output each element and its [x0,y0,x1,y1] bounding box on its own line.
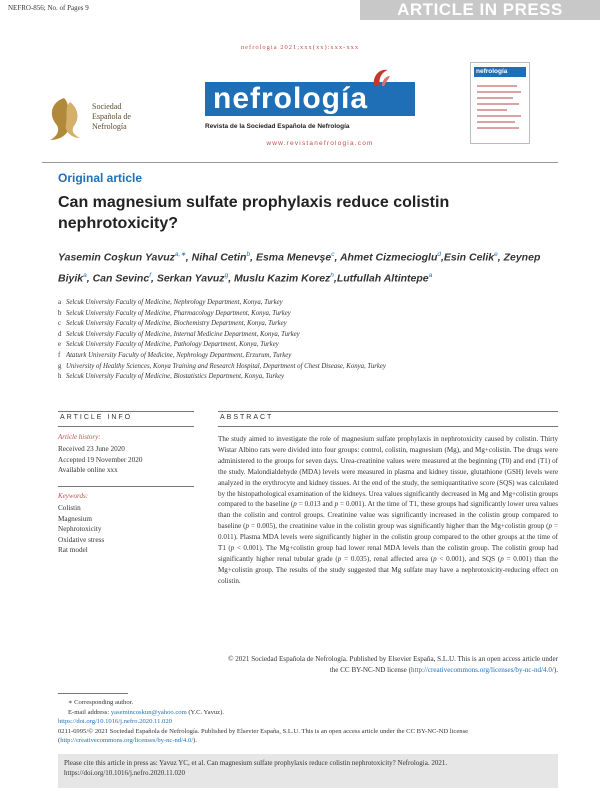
society-name: Sociedad Española de Nefrología [92,102,131,131]
author-affiliation-marker[interactable]: a [83,271,87,279]
affiliation-item: d Selcuk University Faculty of Medicine, Internal Medicine Department, Konya, Turkey [58,330,300,338]
abstract-text: The study aimed to investigate the role of magnesium sulfate prophylaxis in nephrotoxicity caused by colistin. Thirty Wistar Albino rats were divided into four groups: control, colistin, magnesium (Mg), and Mg+colistin. The drugs were administered to the groups for seven days. Urea-creatinine values were measured at the beginning (T0) and end (T1) of the study. Malondialdehyde (MDA) levels were measured in plasma and kidney tissue, glutathione (GSH) levels were analyzed in the erythrocyte and kidney tissues. At the end of the study, the semiquantitative score (SQS) was calculated by the histopathological examination of the kidneys. Urea values significantly decreased in Mg and Mg+colistin groups compared to the baseline (p = 0.013 and p = 0.001). At the time of T1, these groups had significantly lower urea values than the colistin and control groups. Creatinine value was significantly increased in the colistin group compared to baseline (p = 0.005), the creatinine value in the colistin group was significantly higher than the Mg+colistin group (p = 0.011). Plasma MDA levels were significantly higher in the colistin group compared to the other groups at the time of T1 (p < 0.001). The Mg+colistin group had lower renal MDA levels than the colistin group. The colistin group had significantly higher renal tubular grade (p = 0.035), renal affected area (p < 0.001), and SQS (p = 0.001) than the Mg+colistin group. The results of the study suggested that Mg sulfate may have a nephrotoxicity-reducing effect on colistin. [218,435,558,585]
cover-text-line [477,115,521,117]
author-name: Esin Celik [443,251,495,264]
email-note: E-mail address: yasemincoskun@yahoo.com (Y.C. Yavuz). [68,708,224,716]
keyword-item: Oxidative stress [58,535,105,544]
article-title: Can magnesium sulfate prophylaxis reduce colistin nephrotoxicity? [58,194,450,232]
cover-text-line [477,109,507,111]
abstract-rule [218,411,558,412]
affiliation-item: h Selcuk University Faculty of Medicine, Biostatistics Department, Konya, Turkey [58,373,285,381]
society-emblem-icon [42,94,86,144]
article-in-press-banner: ARTICLE IN PRESS [360,0,600,20]
history-item: Available online xxx [58,466,118,474]
cover-text-line [477,103,519,105]
affiliation-item: c Selcuk University Faculty of Medicine, Biochemistry Department, Konya, Turkey [58,320,287,328]
affiliation-item: f Ataturk University Faculty of Medicine, Nephrology Department, Erzurum, Turkey [58,351,292,359]
journal-url[interactable]: www.revistanefrologia.com [266,140,374,147]
author-affiliation-marker[interactable]: b [246,251,251,258]
affiliation-item: e Selcuk University Faculty of Medicine, Pathology Department, Konya, Turkey [58,341,279,349]
journal-logo-swirl-icon [370,66,392,88]
abstract-heading: ABSTRACT [220,414,274,421]
journal-cover-thumbnail [470,62,530,144]
author-list: Yasemin Coşkun Yavuz$^{a,∗}$, Nihal Cetin$^b$, Esma Menevşe$^c$, Ahmet Cizmecioglu$^d$,Esin Celik$^e$, Zeynep Biyik$^a$, Can Sevinc$^f$, Serkan Yavuz$^g$, Muslu Kazim Korez$^h$,Lutfullah Altintepe$^a$ [58,251,541,284]
author-name: Zeynep Biyik [58,251,541,284]
affiliation-list [58,298,558,383]
author-affiliation-marker[interactable]: a,∗ [174,251,186,258]
author-affiliation-marker[interactable]: e [494,251,498,258]
author-name: Yasemin Coşkun Yavuz [58,251,175,264]
article-info-rule [58,486,194,487]
journal-citation-line: nefrologia 2021;xxx(xx):xxx-xxx [240,44,360,51]
keyword-item: Magnesium [58,514,92,523]
corresponding-author-note: ∗ Corresponding author. [68,699,134,706]
author-name: Nihal Cetin [191,251,247,264]
footnote-rule [58,693,128,694]
keywords-label: Keywords: [58,492,89,500]
author-affiliation-marker[interactable]: h [330,271,334,279]
article-type: Original article [58,171,143,185]
footnotes [58,698,558,746]
history-item: Received 23 June 2020 [58,445,125,453]
history-item: Accepted 19 November 2020 [58,455,143,464]
author-affiliation-marker[interactable]: f [149,271,151,279]
license-note: 0211-6995/© 2021 Sociedad Española de Nefrología. Published by Elsevier España, S.L.U. This is an open access article under the CC BY-NC-ND license (http://creativecommons.org/licenses/by-nc-nd/4.0/). [58,727,469,745]
author-affiliation-marker[interactable]: d [437,251,441,258]
keyword-item: Colistin [58,504,81,512]
article-history [58,444,198,476]
cover-text-line [477,97,513,99]
author-affiliation-marker[interactable]: g [224,271,229,279]
keyword-item: Nephrotoxicity [58,525,102,533]
cite-this-article-box: Please cite this article in press as: Yavuz YC, et al. Can magnesium sulfate prophylaxis reduce colistin nephrotoxicity? Nefrologia. 2021. https://doi.org/10.1016/j.nefro.2020.11.020 [58,754,558,788]
affiliation-item: a Selcuk University Faculty of Medicine, Nephrology Department, Konya, Turkey [58,299,283,306]
header-divider [42,162,558,163]
affiliation-item: b Selcuk University Faculty of Medicine, Pharmacology Department, Konya, Turkey [58,309,291,317]
author-name: Muslu Kazim Korez [234,272,331,284]
author-affiliation-marker[interactable]: a [428,271,433,279]
author-name: Can Sevinc [92,272,150,284]
history-label: Article history: [58,433,101,441]
article-info-rule [58,426,194,427]
article-info-heading: ARTICLE INFO [60,414,133,421]
abstract-rule [218,426,558,427]
affiliation-item: g University of Healthy Sciences, Konya Training and Research Hospital, Department of Chest Disease, Konya, Turkey [58,362,386,370]
author-name: Esma Menevşe [255,251,332,264]
author-name: Serkan Yavuz [156,272,225,284]
journal-subtitle: Revista de la Sociedad Española de Nefrología [205,123,350,130]
society-logo [42,94,182,144]
author-affiliation-marker[interactable]: c [331,251,335,258]
email-link[interactable]: yasemincoskun@yahoo.com [110,708,187,716]
license-link[interactable]: http://creativecommons.org/licenses/by-nc-nd/4.0/ [410,665,554,674]
author-name: Ahmet Cizmecioglu [339,251,438,264]
cover-text-line [477,121,515,123]
manuscript-ref: NEFRO-856; No. of Pages 9 [8,4,89,12]
license-link[interactable]: http://creativecommons.org/licenses/by-nc-nd/4.0/ [60,737,194,745]
author-name: Lutfullah Altintepe [336,272,429,284]
cover-text-line [477,127,519,129]
article-info-rule [58,411,194,412]
doi-link[interactable]: https://doi.org/10.1016/j.nefro.2020.11.020 [58,718,172,726]
keyword-item: Rat model [58,546,88,554]
cover-text-line [477,91,521,93]
cover-title: nefrología [474,67,526,77]
copyright-notice: © 2021 Sociedad Española de Nefrología. Published by Elsevier España, S.L.U. This is an open access article under the CC BY-NC-ND license (http://creativecommons.org/licenses/by-nc-nd/4.0/). [228,655,558,674]
keyword-list [58,503,198,556]
journal-logo-text: nefrología [213,82,369,115]
cover-text-line [477,85,517,87]
